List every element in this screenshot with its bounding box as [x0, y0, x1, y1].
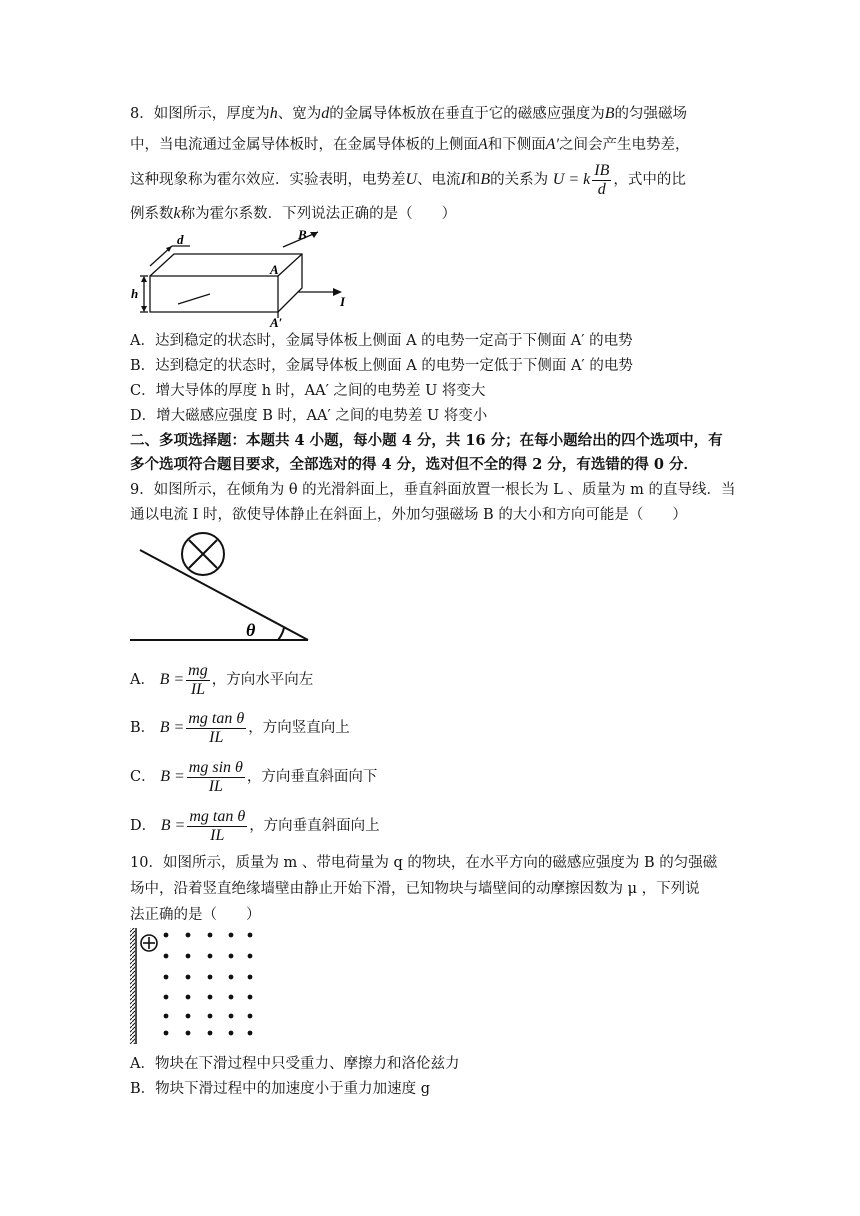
- formula-numerator: IB: [594, 161, 610, 179]
- q10-option-a: A．物块在下滑过程中只受重力、摩擦力和洛伦兹力: [130, 1056, 460, 1072]
- q8-line-4: [130, 204, 456, 224]
- q9-option-d: [130, 806, 380, 846]
- option-letter: C．: [130, 769, 156, 785]
- fig-label-B: B: [298, 228, 307, 242]
- formula-denominator: IL: [210, 826, 225, 844]
- option-direction: ，方向垂直斜面向下: [246, 769, 378, 785]
- q10-line-1: 10．如图所示，质量为 m 、带电荷量为 q 的物块，在水平方向的磁感应强度为 B 的匀强磁: [130, 855, 718, 871]
- formula-numerator: mg tan θ: [189, 807, 246, 825]
- formula-numerator: mg sin θ: [188, 758, 243, 776]
- option-letter: B．: [130, 720, 156, 736]
- var-B: B: [480, 171, 491, 188]
- formula-denominator: d: [597, 180, 606, 198]
- q8-text: 和下侧面: [487, 137, 546, 153]
- q8-line-3: [130, 160, 686, 200]
- magnetic-field-figure: [128, 926, 263, 1046]
- incline-figure: [128, 522, 318, 648]
- wall-hatching: [130, 928, 135, 1044]
- var-A-prime: A′: [545, 136, 560, 153]
- formula-numerator: mg tan θ: [188, 709, 245, 727]
- fig-label-A-prime: A′: [270, 315, 283, 328]
- q8-text: 中，当电流通过金属导体板时，在金属导体板的上侧面: [130, 137, 478, 153]
- q8-text: 的关系为: [490, 172, 549, 188]
- fig-label-A: A: [270, 262, 279, 277]
- fig-label-d: d: [177, 232, 184, 247]
- q9-option-b: [130, 708, 350, 748]
- formula-fraction: [187, 759, 245, 796]
- formula-fraction: [187, 808, 247, 845]
- option-direction: ，方向水平向左: [211, 672, 314, 688]
- q9-line-1: 9．如图所示，在倾角为 θ 的光滑斜面上，垂直斜面放置一根长为 L 、质量为 m 的直导线．当: [130, 482, 736, 498]
- q9-line-2: 通以电流 I 时，欲使导体静止在斜面上，外加匀强磁场 B 的大小和方向可能是（ ）: [130, 507, 687, 523]
- q8-option-c: C．增大导体的厚度 h 时，AA′ 之间的电势差 U 将变大: [130, 383, 486, 399]
- var-h: h: [269, 105, 278, 122]
- option-direction: ，方向竖直向上: [248, 720, 350, 736]
- hall-formula-lhs: U = k: [552, 171, 591, 188]
- option-letter: D．: [130, 818, 157, 834]
- q8-text: 和: [465, 172, 481, 188]
- var-k: k: [173, 205, 181, 222]
- var-I: I: [460, 171, 466, 188]
- formula-lhs: B =: [160, 817, 186, 834]
- var-U: U: [405, 171, 418, 188]
- q8-text: 的匀强磁场: [614, 106, 688, 122]
- q8-text: 、宽为: [277, 106, 322, 122]
- q8-option-a: A．达到稳定的状态时，金属导体板上侧面 A 的电势一定高于下侧面 A′ 的电势: [130, 333, 633, 349]
- q8-line-2: [130, 135, 690, 155]
- formula-numerator: mg: [188, 661, 208, 679]
- option-letter: A．: [130, 672, 155, 688]
- var-A: A: [478, 136, 488, 153]
- formula-denominator: IL: [208, 777, 223, 795]
- q8-text: 、电流: [417, 172, 461, 188]
- var-d: d: [321, 105, 330, 122]
- q8-text: 这种现象称为霍尔效应．实验表明，电势差: [130, 172, 406, 188]
- formula-denominator: IL: [190, 680, 206, 698]
- fig-label-I: I: [340, 294, 346, 309]
- q10-line-3: 法正确的是（ ）: [130, 907, 261, 923]
- q8-text: 称为霍尔系数．下列说法正确的是（ ）: [180, 206, 457, 222]
- formula-fraction: [186, 710, 246, 747]
- formula-fraction: [186, 662, 210, 699]
- q8-text: ，式中的比: [613, 172, 686, 188]
- hall-formula-fraction: [592, 162, 611, 199]
- section-2-heading-line-1: 二、多项选择题：本题共 4 小题，每小题 4 分，共 16 分；在每小题给出的四个选项中，有: [130, 432, 723, 449]
- q10-option-b: B．物块下滑过程中的加速度小于重力加速度 g: [130, 1081, 431, 1097]
- q8-text: 的金属导体板放在垂直于它的磁感应强度为: [329, 106, 605, 122]
- q10-line-2: 场中，沿着竖直绝缘墙壁由静止开始下滑，已知物块与墙壁间的动摩擦因数为 μ ，下列说: [130, 881, 700, 897]
- section-2-heading-line-2: 多个选项符合题目要求，全部选对的得 4 分，选对但不全的得 2 分，有选错的得 0 分．: [130, 456, 699, 473]
- q8-text: 8．如图所示，厚度为: [130, 106, 270, 122]
- field-dots-out-of-page: [164, 933, 253, 1036]
- option-direction: ，方向垂直斜面向上: [249, 818, 380, 834]
- fig-label-h: h: [131, 286, 139, 301]
- q8-text: 例系数: [130, 206, 174, 222]
- hall-plate-figure: [128, 228, 368, 328]
- formula-lhs: B =: [160, 768, 185, 785]
- q8-text: 之间会产生电势差，: [559, 137, 690, 153]
- formula-lhs: B =: [159, 671, 185, 688]
- formula-lhs: B =: [159, 719, 185, 736]
- q9-option-a: [130, 660, 313, 700]
- var-B: B: [604, 105, 615, 122]
- fig-label-theta: θ: [246, 620, 256, 640]
- formula-denominator: IL: [209, 728, 224, 746]
- q8-option-d: D．增大磁感应强度 B 时，AA′ 之间的电势差 U 将变小: [130, 408, 488, 424]
- q9-option-c: [130, 757, 377, 797]
- q8-line-1: [130, 104, 687, 124]
- q8-option-b: B．达到稳定的状态时，金属导体板上侧面 A 的电势一定低于下侧面 A′ 的电势: [130, 358, 633, 374]
